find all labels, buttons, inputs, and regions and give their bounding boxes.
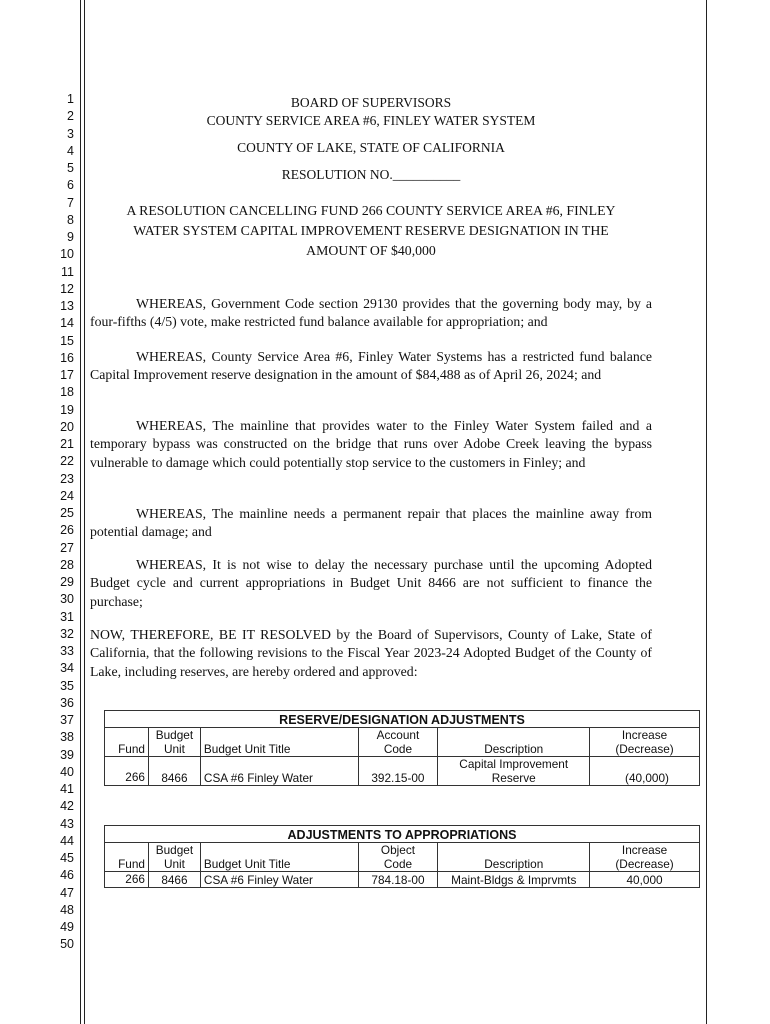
header-budget-unit-line-1: Budget: [155, 843, 194, 857]
table-row: [105, 757, 700, 786]
cell-description-line-2: Reserve: [491, 771, 536, 785]
line-number: 10: [60, 247, 74, 262]
line-number: 5: [67, 161, 74, 175]
cell-object-code: 784.18-00: [358, 872, 438, 888]
header-budget-unit-line-2: Unit: [163, 857, 185, 871]
line-number: 25: [60, 506, 74, 520]
cell-description: [438, 757, 590, 786]
line-number: 21: [60, 437, 74, 451]
resolution-number: RESOLUTION NO.__________: [281, 167, 461, 182]
cell-budget-unit: 8466: [148, 872, 200, 888]
header-county: COUNTY OF LAKE, STATE OF CALIFORNIA: [237, 140, 505, 155]
header-fund: Fund: [105, 843, 149, 872]
cell-increase-decrease: (40,000): [590, 757, 700, 786]
resolution-title-line-1: A RESOLUTION CANCELLING FUND 266 COUNTY SERVICE AREA #6, FINLEY: [126, 203, 616, 218]
reserve-designation-table: [104, 710, 700, 786]
cell-fund: 266: [105, 872, 149, 888]
line-number: 14: [60, 316, 74, 331]
header-budget-unit: [148, 843, 200, 872]
line-number: 27: [60, 540, 74, 555]
line-number: 50: [60, 937, 74, 952]
line-number: 23: [60, 471, 74, 486]
line-number: 17: [60, 368, 74, 382]
line-number: 48: [60, 902, 74, 917]
cell-budget-unit-title: CSA #6 Finley Water: [200, 872, 358, 888]
header-description: Description: [438, 843, 590, 872]
line-number: 46: [60, 868, 74, 883]
resolution-title-line-2: WATER SYSTEM CAPITAL IMPROVEMENT RESERVE DESIGNATION IN THE: [133, 223, 609, 238]
header-fund: Fund: [105, 728, 149, 757]
line-number: 32: [60, 626, 74, 641]
header-account-code: [358, 728, 438, 757]
line-number: 31: [60, 609, 74, 624]
whereas-paragraph-5: WHEREAS, It is not wise to delay the necessary purchase until the upcoming Adopted Budget cycle and current appropriations in Budget Unit 8466 are not sufficient to finance the purchase;: [90, 557, 652, 609]
resolved-paragraph: NOW, THEREFORE, BE IT RESOLVED by the Board of Supervisors, County of Lake, State of California, that the following revisions to the Fiscal Year 2023-24 Adopted Budget of the County of Lake, including reserves, are hereby ordered and approved:: [90, 627, 652, 679]
header-increase-decrease: [590, 728, 700, 757]
table-row: [105, 872, 700, 888]
line-number: 1: [67, 92, 74, 106]
line-number: 20: [60, 419, 74, 434]
line-number: 30: [60, 592, 74, 607]
header-area: COUNTY SERVICE AREA #6, FINLEY WATER SYSTEM: [206, 113, 536, 128]
header-board: BOARD OF SUPERVISORS: [290, 95, 452, 110]
line-number: 11: [61, 264, 74, 279]
line-number: 3: [67, 126, 74, 141]
line-number: 13: [60, 299, 74, 313]
line-number: 42: [60, 799, 74, 814]
line-number: 29: [60, 575, 74, 589]
line-number: 35: [60, 678, 74, 693]
line-number: 18: [60, 385, 74, 400]
cell-account-code: 392.15-00: [358, 757, 438, 786]
line-number: 37: [60, 713, 74, 727]
cell-budget-unit: 8466: [148, 757, 200, 786]
whereas-paragraph-3: WHEREAS, The mainline that provides water to the Finley Water System failed and a temporary bypass was constructed on the bridge that runs over Adobe Creek leaving the bypass vulnerable to damage which could potentially stop service to the customers in Finley; and: [90, 418, 652, 470]
header-description: Description: [438, 728, 590, 757]
cell-description-line-1: Capital Improvement: [459, 757, 569, 771]
left-margin-rule-outer: [80, 0, 81, 1024]
line-number: 12: [60, 281, 74, 296]
header-account-code-line-1: Account: [376, 728, 420, 742]
header-account-code-line-2: Code: [383, 742, 413, 756]
header-budget-unit-line-2: Unit: [163, 742, 185, 756]
line-number: 15: [60, 333, 74, 348]
line-number: 36: [60, 695, 74, 710]
left-margin-rule-inner: [84, 0, 85, 1024]
whereas-paragraph-1: WHEREAS, Government Code section 29130 provides that the governing body may, by a four-fifths (4/5) vote, make restricted fund balance available for appropriation; and: [90, 296, 652, 330]
whereas-paragraph-2: WHEREAS, County Service Area #6, Finley Water Systems has a restricted fund balance Capital Improvement reserve designation in the amount of $84,488 as of April 26, 2024; and: [90, 349, 652, 383]
line-number: 8: [67, 212, 74, 227]
line-number: 28: [60, 557, 74, 572]
whereas-paragraph-4: WHEREAS, The mainline needs a permanent repair that places the mainline away from potential damage; and: [90, 506, 652, 540]
reserve-table-title: RESERVE/DESIGNATION ADJUSTMENTS: [105, 711, 700, 728]
line-number: 38: [60, 730, 74, 745]
line-number: 6: [67, 178, 74, 193]
line-number: 26: [60, 523, 74, 538]
appropriations-table-title: ADJUSTMENTS TO APPROPRIATIONS: [105, 826, 700, 843]
reserve-table-header-row: [105, 728, 700, 757]
resolution-title-line-3: AMOUNT OF $40,000: [306, 243, 436, 258]
cell-increase-decrease: 40,000: [590, 872, 700, 888]
header-budget-unit-title: Budget Unit Title: [200, 728, 358, 757]
header-increase-line-1: Increase: [621, 843, 668, 857]
line-number: 16: [60, 350, 74, 365]
line-number: 34: [60, 661, 74, 676]
header-object-code-line-1: Object: [380, 843, 416, 857]
cell-description: Maint-Bldgs & Imprvmts: [438, 872, 590, 888]
line-number: 22: [60, 454, 74, 469]
line-number: 44: [60, 833, 74, 848]
line-number: 49: [60, 920, 74, 934]
cell-budget-unit-title: CSA #6 Finley Water: [200, 757, 358, 786]
header-budget-unit: [148, 728, 200, 757]
appropriations-table: [104, 825, 700, 888]
header-increase-line-2: (Decrease): [615, 742, 674, 756]
line-number: 24: [60, 488, 74, 503]
line-number: 43: [60, 816, 74, 831]
right-margin-rule: [706, 0, 707, 1024]
header-object-code-line-2: Code: [383, 857, 413, 871]
line-number: 7: [67, 195, 74, 210]
line-number: 45: [60, 851, 74, 865]
header-budget-unit-line-1: Budget: [155, 728, 194, 742]
header-increase-line-1: Increase: [621, 728, 668, 742]
appropriations-table-header-row: [105, 843, 700, 872]
line-number: 33: [60, 644, 74, 658]
header-object-code: [358, 843, 438, 872]
cell-fund: 266: [105, 757, 149, 786]
header-increase-decrease: [590, 843, 700, 872]
line-number: 19: [60, 402, 74, 417]
line-number: 9: [67, 230, 74, 244]
header-budget-unit-title: Budget Unit Title: [200, 843, 358, 872]
line-number: 47: [60, 885, 74, 900]
line-number: 40: [60, 764, 74, 779]
line-number: 39: [60, 747, 74, 762]
line-number: 4: [67, 143, 74, 158]
line-number: 41: [60, 782, 74, 796]
header-increase-line-2: (Decrease): [615, 857, 674, 871]
line-number: 2: [67, 109, 74, 124]
